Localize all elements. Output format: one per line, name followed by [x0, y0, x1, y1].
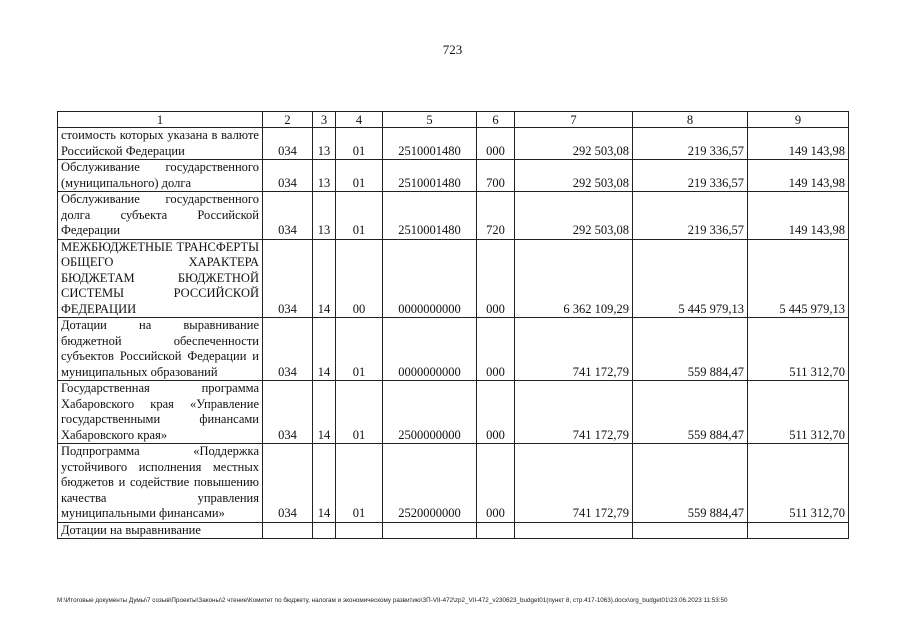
- header-col-4: 4: [336, 112, 383, 128]
- cell-c3: [313, 522, 336, 539]
- cell-c8: 559 884,47: [633, 318, 748, 381]
- cell-c9: 5 445 979,13: [748, 239, 849, 318]
- table-row: [58, 128, 849, 160]
- header-col-6: 6: [477, 112, 515, 128]
- cell-c8: 5 445 979,13: [633, 239, 748, 318]
- cell-c5: [383, 522, 477, 539]
- table-row: [58, 192, 849, 240]
- cell-c5: 0000000000: [383, 239, 477, 318]
- cell-c4: 01: [336, 444, 383, 523]
- cell-c4: [336, 522, 383, 539]
- row-name: МЕЖБЮДЖЕТНЫЕ ТРАНСФЕРТЫ ОБЩЕГО ХАРАКТЕРА БЮДЖЕТАМ БЮДЖЕТНОЙ СИСТЕМЫ РОССИЙСКОЙ ФЕДЕРАЦИИ: [58, 239, 263, 318]
- table-row: [58, 160, 849, 192]
- row-name: Государственная программа Хабаровского края «Управление государственными финансами Хабаровского края»: [58, 381, 263, 444]
- row-name: Обслуживание государственного (муниципального) долга: [58, 160, 263, 192]
- cell-c9: [748, 522, 849, 539]
- cell-c2: 034: [263, 239, 313, 318]
- table-row: [58, 381, 849, 444]
- cell-c8: [633, 522, 748, 539]
- row-name: Дотации на выравнивание: [58, 522, 263, 539]
- header-col-3: 3: [313, 112, 336, 128]
- cell-c5: 0000000000: [383, 318, 477, 381]
- cell-c8: 219 336,57: [633, 192, 748, 240]
- cell-c3: 13: [313, 160, 336, 192]
- cell-c6: 700: [477, 160, 515, 192]
- table-header-row: [58, 112, 849, 128]
- cell-c6: 000: [477, 381, 515, 444]
- cell-c7: 292 503,08: [515, 128, 633, 160]
- cell-c6: 000: [477, 318, 515, 381]
- cell-c2: 034: [263, 128, 313, 160]
- cell-c2: 034: [263, 444, 313, 523]
- cell-c9: 149 143,98: [748, 192, 849, 240]
- cell-c5: 2510001480: [383, 160, 477, 192]
- page-number: 723: [442, 42, 463, 57]
- cell-c6: 000: [477, 444, 515, 523]
- cell-c9: 511 312,70: [748, 381, 849, 444]
- table-row: [58, 522, 849, 539]
- row-name: Обслуживание государственного долга субъекта Российской Федерации: [58, 192, 263, 240]
- cell-c2: 034: [263, 381, 313, 444]
- header-col-1: 1: [58, 112, 263, 128]
- header-col-5: 5: [383, 112, 477, 128]
- cell-c5: 2510001480: [383, 128, 477, 160]
- row-name: Дотации на выравнивание бюджетной обеспеченности субъектов Российской Федерации и муниципальных образований: [58, 318, 263, 381]
- cell-c7: 741 172,79: [515, 444, 633, 523]
- cell-c2: 034: [263, 192, 313, 240]
- header-col-7: 7: [515, 112, 633, 128]
- cell-c3: 14: [313, 381, 336, 444]
- cell-c8: 219 336,57: [633, 128, 748, 160]
- cell-c4: 01: [336, 381, 383, 444]
- document-path-footer: M:\Итоговые документы Думы\7 созыв\Проекты\Законы\2 чтение\Комитет по бюджету, налогам и экономическому развитию\ЗП-VII-472\zp2_VII-472_v230623_budget01(пункт 8, стр.417-1063).docx\org_budget01\23.06.2023 11:53:50: [57, 597, 728, 604]
- cell-c2: [263, 522, 313, 539]
- cell-c8: 219 336,57: [633, 160, 748, 192]
- cell-c9: 149 143,98: [748, 160, 849, 192]
- budget-table: [57, 111, 849, 539]
- cell-c7: 292 503,08: [515, 192, 633, 240]
- row-name: Подпрограмма «Поддержка устойчивого исполнения местных бюджетов и содействие повышению качества управления муниципальными финансами»: [58, 444, 263, 523]
- cell-c3: 14: [313, 444, 336, 523]
- cell-c9: 511 312,70: [748, 444, 849, 523]
- cell-c5: 2500000000: [383, 381, 477, 444]
- cell-c8: 559 884,47: [633, 381, 748, 444]
- cell-c4: 01: [336, 128, 383, 160]
- cell-c9: 511 312,70: [748, 318, 849, 381]
- row-name: стоимость которых указана в валюте Российской Федерации: [58, 128, 263, 160]
- cell-c9: 149 143,98: [748, 128, 849, 160]
- cell-c7: 741 172,79: [515, 381, 633, 444]
- table-row: [58, 239, 849, 318]
- cell-c6: 000: [477, 128, 515, 160]
- cell-c4: 01: [336, 192, 383, 240]
- cell-c2: 034: [263, 160, 313, 192]
- cell-c5: 2520000000: [383, 444, 477, 523]
- header-col-8: 8: [633, 112, 748, 128]
- cell-c3: 14: [313, 318, 336, 381]
- cell-c3: 14: [313, 239, 336, 318]
- cell-c6: 720: [477, 192, 515, 240]
- cell-c7: [515, 522, 633, 539]
- cell-c7: 292 503,08: [515, 160, 633, 192]
- cell-c7: 741 172,79: [515, 318, 633, 381]
- cell-c4: 01: [336, 318, 383, 381]
- cell-c6: 000: [477, 239, 515, 318]
- cell-c8: 559 884,47: [633, 444, 748, 523]
- cell-c4: 00: [336, 239, 383, 318]
- cell-c3: 13: [313, 192, 336, 240]
- cell-c5: 2510001480: [383, 192, 477, 240]
- table-row: [58, 444, 849, 523]
- cell-c2: 034: [263, 318, 313, 381]
- cell-c6: [477, 522, 515, 539]
- cell-c3: 13: [313, 128, 336, 160]
- header-col-2: 2: [263, 112, 313, 128]
- table-row: [58, 318, 849, 381]
- cell-c7: 6 362 109,29: [515, 239, 633, 318]
- header-col-9: 9: [748, 112, 849, 128]
- cell-c4: 01: [336, 160, 383, 192]
